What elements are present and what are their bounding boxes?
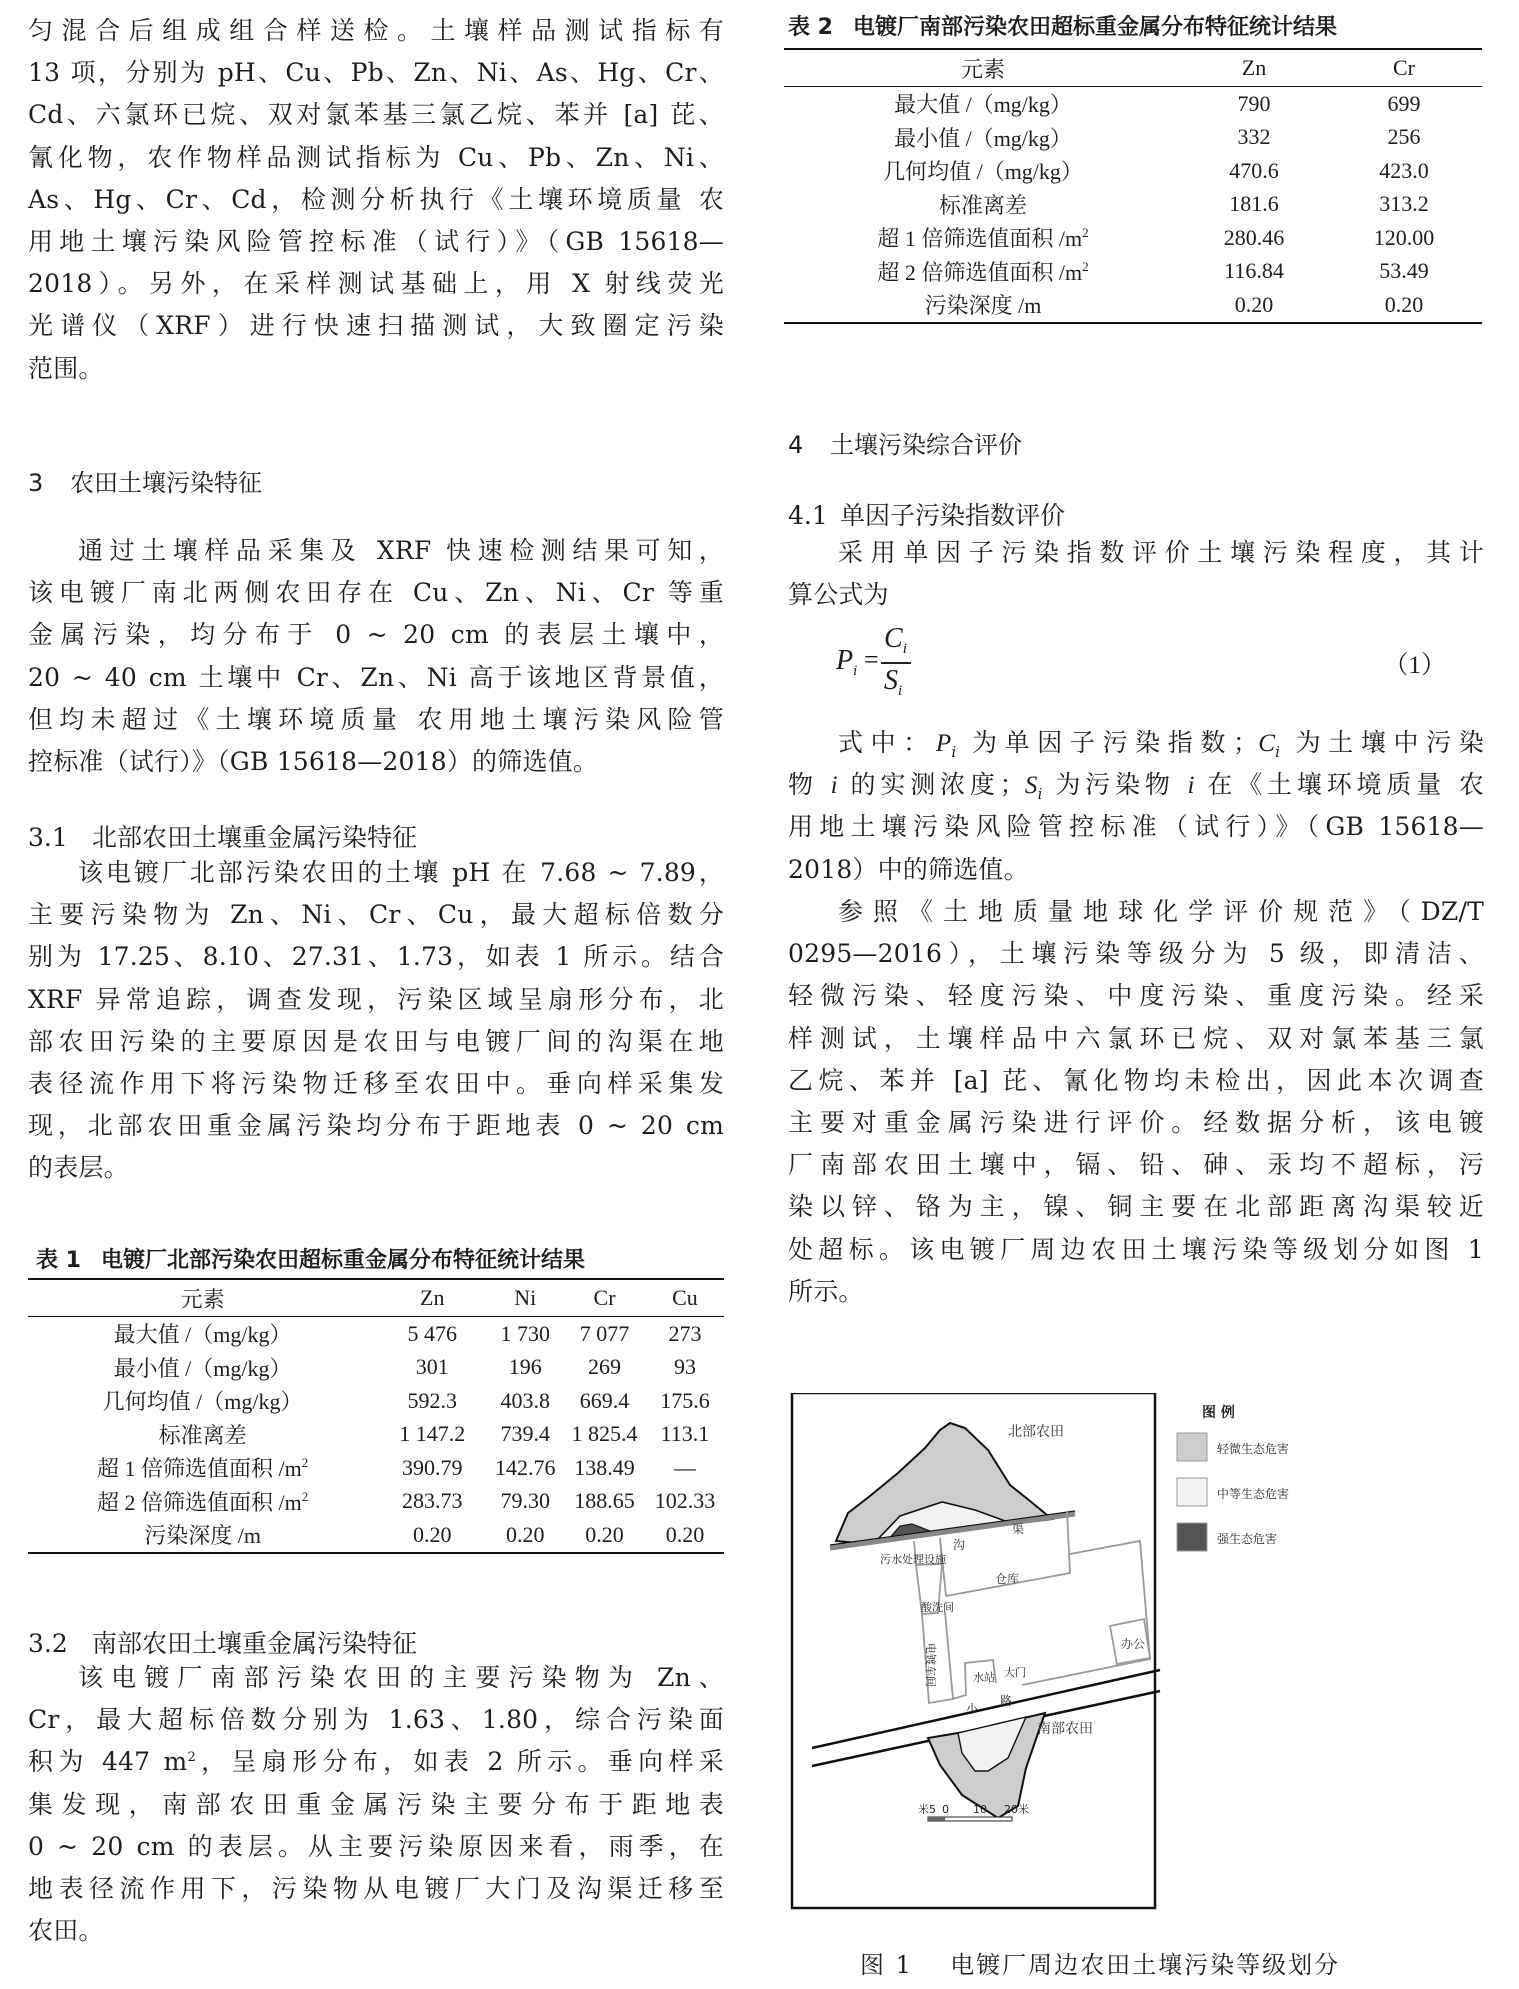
table-cell: 120.00 — [1373, 224, 1435, 250]
formula-explanation — [788, 722, 1484, 891]
table-cell: 188.65 — [574, 1488, 635, 1514]
table-number: 表 1 — [36, 1248, 81, 1273]
text-line: 该电镀厂南北两侧农田存在 Cu、Zn、Ni、Cr 等重 — [28, 578, 724, 608]
row-label-text: 超 1 倍筛选值面积 /m — [96, 1456, 302, 1482]
row-label-text: 最大值 /（mg/kg） — [113, 1322, 292, 1348]
table-cell: 5 476 — [407, 1320, 458, 1346]
formula-symbol: S — [884, 665, 898, 696]
text-line — [788, 764, 1484, 806]
column-header: Zn — [420, 1285, 445, 1310]
table-cell: 301 — [415, 1354, 449, 1380]
section3-paragraph — [28, 530, 724, 783]
text-line: As、Hg、Cr、Cd，检测分析执行《土壤环境质量 农 — [28, 184, 724, 214]
table-cell: 93 — [673, 1354, 696, 1380]
row-label — [28, 1351, 377, 1385]
section3-2-paragraph — [28, 1657, 724, 1952]
table-row — [784, 288, 1482, 323]
text-line: 20 ~ 40 cm 土壤中 Cr、Zn、Ni 高于该地区背景值， — [28, 662, 724, 692]
table-cell: 102.33 — [654, 1488, 716, 1514]
superscript: 2 — [1082, 258, 1089, 274]
scale-tick-label: 0 — [942, 1803, 949, 1816]
section-number: 4 — [788, 431, 804, 459]
table-row — [28, 1518, 724, 1553]
table-title: 电镀厂南部污染农田超标重金属分布特征统计结果 — [852, 15, 1337, 40]
section-heading-3-1 — [28, 818, 417, 854]
formula-1 — [836, 625, 1456, 705]
table-cell: 669.4 — [579, 1387, 630, 1413]
text-line: 集发现，南部农田重金属污染主要分布于距地表 — [28, 1789, 724, 1819]
figure-number: 图 1 — [860, 1951, 913, 1979]
row-label — [784, 255, 1182, 289]
table-cell: 142.76 — [495, 1454, 556, 1480]
table-cell: 0.20 — [1234, 291, 1274, 317]
text-line: 地表径流作用下，污染物从电镀厂大门及沟渠迁移至 — [28, 1873, 724, 1903]
row-label — [28, 1418, 377, 1452]
formula-subscript: i — [853, 663, 858, 679]
column-header: Ni — [514, 1285, 537, 1310]
row-label-text: 几何均值 /（mg/kg） — [102, 1389, 303, 1415]
table-row — [28, 1351, 724, 1385]
row-label-text: 最大值 /（mg/kg） — [894, 92, 1072, 118]
table-row — [784, 87, 1482, 121]
table-row — [28, 1485, 724, 1519]
grading-paragraph — [788, 891, 1484, 1313]
column-header: Zn — [1241, 55, 1267, 80]
section-title: 农田土壤污染特征 — [70, 469, 262, 497]
row-label — [28, 1451, 377, 1485]
row-label-text: 最小值 /（mg/kg） — [894, 125, 1072, 151]
legend-swatch-moderate — [1177, 1478, 1207, 1506]
text-line — [28, 1741, 724, 1783]
row-label — [784, 288, 1182, 323]
formula-equals: = — [864, 645, 879, 674]
section-heading-3 — [28, 463, 262, 498]
text-line: 主要对重金属污染进行评价。经数据分析，该电镀 — [788, 1107, 1484, 1137]
text-line — [788, 722, 1484, 764]
column-header: 元素 — [960, 56, 1005, 82]
text-line: 2018）。另外，在采样测试基础上，用 X 射线荧光 — [28, 269, 724, 299]
table-cell: 196 — [508, 1354, 542, 1380]
text-line: 样测试，土壤样品中六氯环已烷、双对氯苯基三氯 — [788, 1023, 1484, 1053]
superscript: 2 — [301, 1455, 309, 1471]
label-gate: 大门 — [1004, 1666, 1026, 1679]
text-line: 部农田污染的主要原因是农田与电镀厂间的沟渠在地 — [28, 1026, 724, 1056]
fraction-bar — [881, 662, 911, 664]
text-line: Cr，最大超标倍数分别为 1.63、1.80，综合污染面 — [28, 1705, 724, 1735]
label-ditch-2: 渠 — [1012, 1522, 1025, 1536]
label-sewage: 污水处理设施 — [880, 1553, 946, 1566]
table-cell: 283.73 — [402, 1488, 463, 1514]
superscript: 2 — [301, 1488, 309, 1504]
text-line: 处超标。该电镀厂周边农田土壤污染等级划分如图 1 — [788, 1234, 1484, 1264]
row-label — [28, 1317, 377, 1351]
table2-caption — [788, 10, 1337, 41]
text-run: ，呈扇形分布，如表 2 所示。垂向样采 — [195, 1747, 724, 1777]
text-line: 主要污染物为 Zn、Ni、Cr、Cu，最大超标倍数分 — [28, 900, 724, 930]
legend — [1177, 1404, 1289, 1551]
table-cell: 313.2 — [1379, 191, 1429, 217]
table-cell: 1 147.2 — [399, 1421, 466, 1447]
scale-tick-label: 10 — [973, 1803, 987, 1816]
row-label — [784, 221, 1182, 255]
table-header-row — [28, 1279, 724, 1317]
text-line: 染以锌、铬为主，镍、铜主要在北部距离沟渠较近 — [788, 1192, 1484, 1222]
formula-subscript: i — [898, 683, 903, 699]
text-run: 积为 447 m — [28, 1747, 188, 1777]
section-title: 土壤污染综合评价 — [830, 431, 1022, 459]
section-title: 南部农田土壤重金属污染特征 — [92, 1629, 418, 1658]
row-label-text: 污染深度 /m — [924, 293, 1042, 319]
table-cell: 0.20 — [1384, 291, 1424, 317]
legend-label: 轻微生态危害 — [1217, 1442, 1290, 1456]
label-plating: 电镀车间 — [924, 1643, 937, 1687]
row-label-text: 超 1 倍筛选值面积 /m — [877, 226, 1083, 252]
row-label-text: 标准离差 — [938, 192, 1027, 218]
text-line: 用地土壤污染风险管控标准（试行）》（GB 15618— — [28, 226, 724, 256]
formula-lhs — [836, 645, 857, 680]
table-cell: 175.6 — [660, 1387, 710, 1413]
text-line: 该电镀厂北部污染农田的土壤 pH 在 7.68 ~ 7.89， — [78, 858, 724, 887]
section-number: 3.2 — [28, 1629, 68, 1658]
scale-tick-label: 20米 — [1004, 1803, 1029, 1816]
row-label-text: 最小值 /（mg/kg） — [113, 1355, 292, 1381]
table-cell: 280.46 — [1223, 224, 1285, 250]
table-cell: 390.79 — [402, 1454, 463, 1480]
table-row — [784, 121, 1482, 155]
text-line: 表径流作用下将污染物迁移至农田中。垂向样采集发 — [28, 1068, 724, 1098]
label-north-field: 北部农田 — [1008, 1424, 1064, 1440]
label-warehouse: 仓库 — [995, 1572, 1020, 1586]
formula-denominator — [884, 665, 902, 700]
scale-bar — [918, 1802, 1029, 1821]
text-line: 乙烷、苯并 [a] 芘、氰化物均未检出，因此本次调查 — [788, 1065, 1484, 1095]
text-line: 控标准（试行）》（GB 15618—2018）的筛选值。 — [28, 746, 599, 776]
text-line: 0 ~ 20 cm 的表层。从主要污染原因来看，雨季，在 — [28, 1831, 724, 1861]
text-line: 范围。 — [28, 353, 104, 383]
table-cell: 1 730 — [500, 1320, 551, 1346]
table-row — [784, 255, 1482, 289]
table-row — [28, 1451, 724, 1485]
text-line: 0295—2016），土壤污染等级分为 5 级，即清洁、 — [788, 939, 1484, 969]
text-run: 为污染物 — [1055, 770, 1188, 800]
row-label — [784, 121, 1182, 155]
row-label — [28, 1518, 377, 1553]
text-line: 所示。 — [788, 1276, 864, 1306]
legend-label: 中等生态危害 — [1217, 1487, 1290, 1501]
table-cell: 256 — [1387, 124, 1421, 150]
table-cell: 1 825.4 — [571, 1421, 638, 1447]
symbol: i — [1187, 772, 1195, 800]
table-row — [28, 1384, 724, 1418]
subscript: i — [1037, 785, 1043, 804]
column-header: 元素 — [180, 1286, 225, 1312]
row-label — [28, 1384, 377, 1418]
table-cell: 79.30 — [500, 1488, 551, 1514]
scale-left-label: 米5 — [918, 1803, 936, 1816]
table1 — [28, 1278, 724, 1554]
table-cell: 0.20 — [665, 1521, 705, 1547]
table-cell: 0.20 — [585, 1521, 624, 1547]
text-line: 轻微污染、轻度污染、中度污染、重度污染。经采 — [788, 981, 1484, 1011]
text-line: 但均未超过《土壤环境质量 农用地土壤污染风险管 — [28, 704, 724, 734]
figure1-map — [790, 1393, 1510, 1913]
row-label — [28, 1485, 377, 1519]
legend-label: 强生态危害 — [1217, 1532, 1278, 1546]
table-cell: 0.20 — [413, 1521, 452, 1547]
figure-title: 电镀厂周边农田土壤污染等级划分 — [950, 1951, 1341, 1979]
label-pickling: 酸洗间 — [921, 1601, 954, 1614]
equation-number: （1） — [1383, 652, 1446, 679]
text-line: XRF 异常追踪，调查发现，污染区域呈扇形分布，北 — [28, 984, 724, 1014]
text-run: 为土壤中污染 — [1295, 728, 1484, 757]
section-number: 3.1 — [28, 823, 68, 852]
text-run: 的实测浓度； — [837, 770, 1025, 800]
table-cell: 699 — [1387, 90, 1421, 116]
legend-title: 图 例 — [1202, 1405, 1235, 1421]
text-line: 采用单因子污染指数评价土壤污染程度，其计 — [838, 538, 1484, 567]
table-cell: — — [673, 1454, 696, 1480]
formula-symbol: P — [836, 645, 854, 676]
column-header: Cr — [593, 1285, 616, 1310]
table-row — [28, 1418, 724, 1452]
text-line: Cd、六氯环已烷、双对氯苯基三氯乙烷、苯并 [a] 芘、 — [28, 100, 724, 130]
row-label — [784, 188, 1182, 222]
formula-numerator — [884, 623, 907, 658]
text-line: 厂南部农田土壤中，镉、铅、砷、汞均不超标，污 — [788, 1150, 1484, 1180]
column-header: Cr — [1393, 55, 1415, 80]
table-cell: 53.49 — [1379, 258, 1429, 284]
legend-swatch-strong — [1177, 1523, 1207, 1551]
text-line: 现，北部农田重金属污染均分布于距地表 0 ~ 20 cm — [28, 1111, 724, 1141]
row-label — [784, 154, 1182, 188]
table-row — [28, 1317, 724, 1351]
table-cell: 332 — [1237, 124, 1271, 150]
formula-symbol: C — [884, 623, 903, 654]
table-number: 表 2 — [788, 15, 833, 40]
formula-subscript: i — [902, 641, 907, 657]
subscript: i — [1275, 743, 1281, 761]
label-office: 办公 — [1121, 1637, 1146, 1651]
text-line: 用地土壤污染风险管控标准（试行）》（GB 15618— — [788, 812, 1484, 842]
table-cell: 423.0 — [1379, 157, 1429, 183]
label-water-station: 水站 — [973, 1671, 995, 1684]
label-road-1: 小 — [966, 1702, 979, 1716]
column-header: Cu — [672, 1285, 698, 1310]
table1-caption — [36, 1243, 585, 1274]
text-line: 通过土壤样品采集及 XRF 快速检测结果可知， — [78, 536, 724, 565]
section-heading-4-1 — [788, 496, 1065, 532]
label-road-2: 路 — [1000, 1694, 1013, 1708]
text-line: 该电镀厂南部污染农田的主要污染物为 Zn、 — [78, 1663, 724, 1692]
text-run: 式中： — [838, 728, 936, 757]
text-run: 物 — [788, 770, 831, 800]
table-cell: 790 — [1237, 90, 1271, 116]
superscript: 2 — [187, 1750, 196, 1766]
table-header-row — [784, 49, 1482, 87]
table-cell: 739.4 — [500, 1421, 551, 1447]
table-row — [784, 188, 1482, 222]
table-cell: 592.3 — [407, 1387, 458, 1413]
label-ditch-1: 沟 — [953, 1538, 966, 1552]
row-label-text: 超 2 倍筛选值面积 /m — [877, 259, 1083, 285]
subscript: i — [951, 743, 957, 761]
section-heading-4 — [788, 425, 1022, 460]
row-label-text: 超 2 倍筛选值面积 /m — [96, 1489, 302, 1515]
symbol: P — [935, 730, 952, 757]
text-line: 别为 17.25、8.10、27.31、1.73，如表 1 所示。结合 — [28, 942, 724, 972]
text-line: 氰化物，农作物样品测试指标为 Cu、Pb、Zn、Ni、 — [28, 142, 724, 172]
label-south-field: 南部农田 — [1037, 1721, 1093, 1737]
table-cell: 0.20 — [506, 1521, 545, 1547]
section-title: 单因子污染指数评价 — [840, 501, 1066, 530]
table-cell: 113.1 — [660, 1421, 710, 1447]
table-cell: 7 077 — [579, 1320, 630, 1346]
section3-1-paragraph — [28, 852, 724, 1190]
text-line: 13 项，分别为 pH、Cu、Pb、Zn、Ni、As、Hg、Cr、 — [28, 58, 724, 88]
symbol: i — [830, 772, 838, 800]
intro-paragraph — [28, 10, 724, 390]
scale-bar-fill — [928, 1817, 945, 1821]
table-cell: 116.84 — [1224, 258, 1284, 284]
text-line: 参照《土地质量地球化学评价规范》（DZ/T — [838, 897, 1484, 926]
table-cell: 273 — [668, 1320, 702, 1346]
superscript: 2 — [1082, 225, 1089, 241]
row-label-text: 几何均值 /（mg/kg） — [883, 159, 1083, 185]
text-line: 的表层。 — [28, 1153, 129, 1183]
text-line: 金属污染，均分布于 0 ~ 20 cm 的表层土壤中， — [28, 620, 724, 650]
figure1-caption — [860, 1945, 1340, 1980]
table2 — [784, 48, 1482, 324]
row-label — [784, 87, 1182, 121]
table-cell: 138.49 — [574, 1454, 635, 1480]
table-row — [784, 154, 1482, 188]
table-cell: 470.6 — [1229, 157, 1279, 183]
section-heading-3-2 — [28, 1624, 417, 1660]
text-run: 在《土壤环境质量 农 — [1194, 770, 1484, 800]
table-title: 电镀厂北部污染农田超标重金属分布特征统计结果 — [100, 1248, 585, 1273]
row-label-text: 标准离差 — [158, 1422, 247, 1448]
table-cell: 269 — [588, 1354, 622, 1380]
text-line: 光谱仪（XRF）进行快速扫描测试，大致圈定污染 — [28, 311, 724, 341]
section-number: 3 — [28, 469, 44, 497]
text-run: 为单因子污染指数； — [971, 728, 1259, 757]
text-line: 匀混合后组成组合样送检。土壤样品测试指标有 — [28, 16, 724, 45]
text-line: 农田。 — [28, 1916, 104, 1946]
table-row — [784, 221, 1482, 255]
row-label-text: 污染深度 /m — [144, 1523, 261, 1549]
section-number: 4.1 — [788, 501, 828, 530]
table-cell: 181.6 — [1229, 191, 1279, 217]
table-cell: 403.8 — [500, 1387, 551, 1413]
section4-1-paragraph — [788, 532, 1484, 616]
text-line: 2018）中的筛选值。 — [788, 854, 1029, 884]
section-title: 北部农田土壤重金属污染特征 — [92, 823, 418, 852]
symbol: S — [1024, 772, 1038, 800]
text-line: 算公式为 — [788, 580, 889, 610]
legend-swatch-slight — [1177, 1433, 1207, 1461]
symbol: C — [1258, 730, 1276, 757]
